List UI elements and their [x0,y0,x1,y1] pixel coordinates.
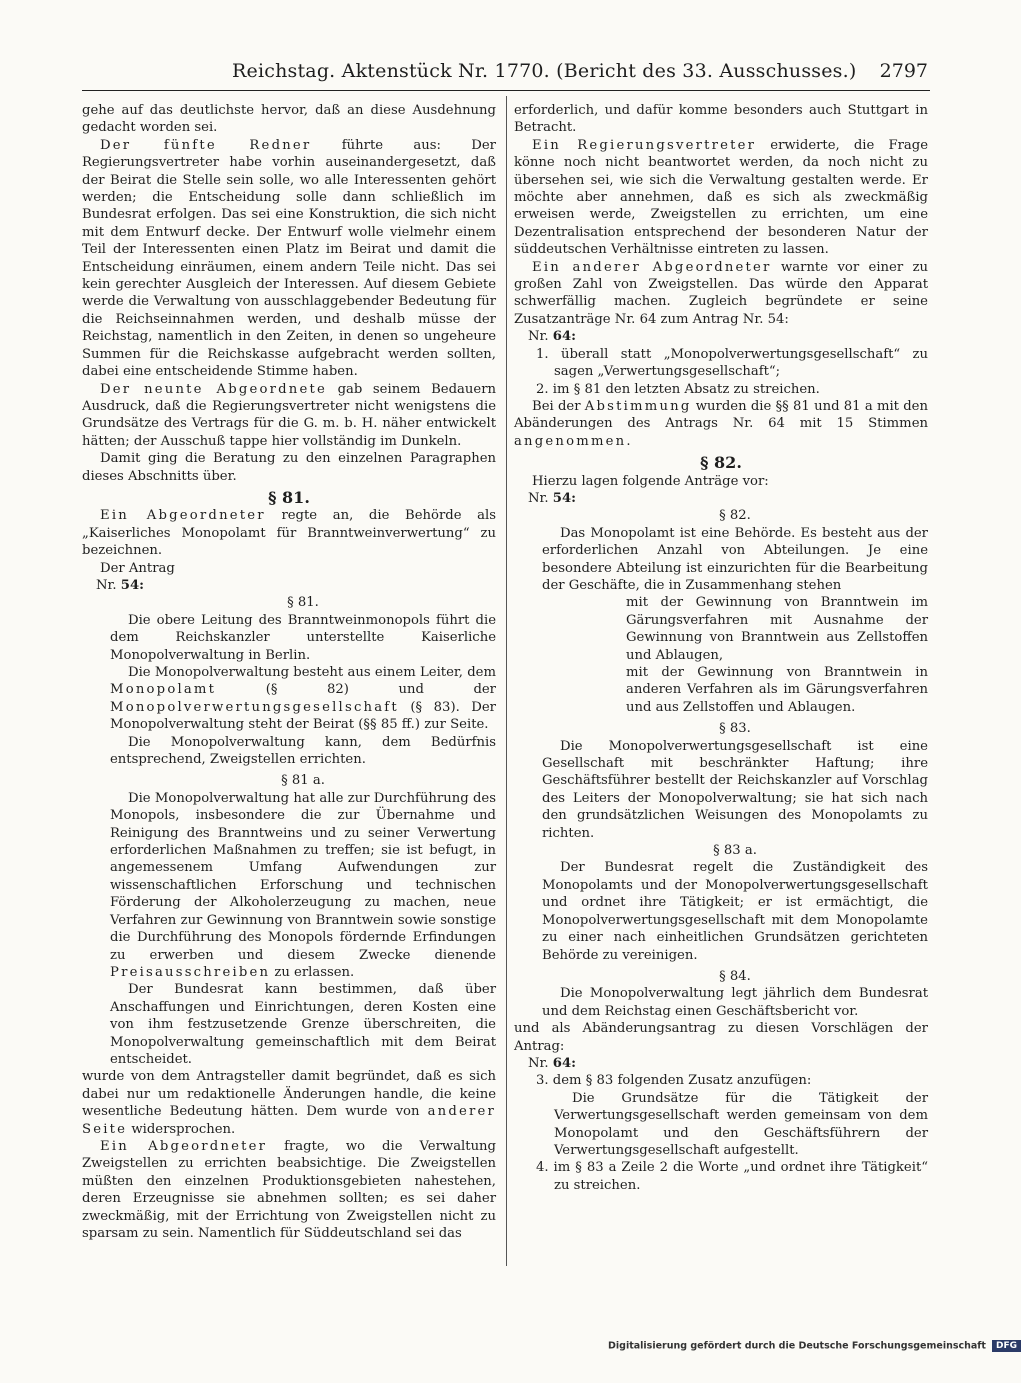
paragraph: erforderlich, und dafür komme besonders auch Stuttgart in Betracht. [514,103,928,136]
subsection-heading: § 82. [719,508,751,524]
section-heading: § 81. [268,487,310,507]
running-title: Reichstag. Aktenstück Nr. 1770. (Bericht des 33. Ausschusses.) [232,60,857,82]
motion-number: Nr. 64: [528,1055,577,1071]
digitization-credit: Digitalisierung gefördert durch die Deutsche Forschungsgemeinschaft DFG [608,1340,1021,1352]
paragraph: Hierzu lagen folgende Anträge vor: [532,473,769,489]
paragraph: Die Monopolverwaltung legt jährlich dem Bundesrat und dem Reichstag einen Geschäftsbericht vor. [542,986,928,1019]
section-heading: § 82. [700,453,742,473]
left-column [82,102,496,1242]
motion-number: Nr. 64: [528,329,577,345]
paragraph: Ein Abgeordneter regte an, die Behörde als „Kaiserliches Monopolamt für Branntweinverwertung“ zu bezeichnen. [82,508,497,559]
paragraph: Der Antrag [100,560,175,576]
list-item: 2. im § 81 den letzten Absatz zu streichen. [536,381,820,397]
speaker-emphasis: Ein anderer Abgeordneter [532,259,772,275]
subsection-heading: § 83. [719,721,751,737]
paragraph: mit der Gewinnung von Branntwein im Gärungsverfahren mit Ausnahme der Gewinnung von Branntwein aus Zellstoffen und Ablaugen, [626,595,928,663]
motion-items [514,346,928,398]
paragraph: Das Monopolamt ist eine Behörde. Es besteht aus der erforderlichen Anzahl von Abteilungen. Je eine besondere Abteilung ist einzurichten für die Bearbeitung der Geschäfte, die in Zusammenhang stehen [542,525,928,593]
paragraph: Der fünfte Redner führte aus: Der Regierungsvertreter habe vorhin auseinandergesetzt, daß der Beirat die Stelle sein solle, wo alle Interessenten gehört werden; die Entscheidung solle dann schließlich im Bundesrat erfolgen. Das sei eine Konstruktion, die sich nicht mit dem Entwurf decke. Der Entwurf wolle vielmehr einem Teil der Interessenten einen Platz im Beirat und damit die Entscheidung einräumen, einem andern Teile nicht. Das sei kein gerechter Ausgleich der Interessen. Auf diesem Gebiete werde die Verwaltung von ausschlaggebender Bedeutung für die Reichseinnahmen werden, und deshalb müsse der Reichstag, namentlich in den Zeiten, in denen so ungeheure Summen für die Reichskasse aufgebracht werden sollten, dabei eine entscheidende Stimme haben. [82,137,496,380]
list-item: 3. dem § 83 folgenden Zusatz anzufügen: [536,1073,812,1089]
list-item: 1. überall statt „Monopolverwertungsgesellschaft“ zu sagen „Verwertungsgesellschaft“; [536,346,928,380]
paragraph: Ein Abgeordneter fragte, wo die Verwaltung Zweigstellen zu errichten beabsichtige. Die Zweigstellen müßten den einzelnen Produktionsgebieten nahestehen, deren Erzeugnisse sie abnehmen sollten; es sei daher zweckmäßig, mit der Errichtung von Zweigstellen nicht zu sparsam zu sein. Namentlich für Süddeutschland sei das [82,1138,496,1241]
speaker-emphasis: Ein Abgeordneter [100,508,266,524]
paragraph: Der Bundesrat kann bestimmen, daß über Anschaffungen und Einrichtungen, deren Kosten eine von ihm festzusetzende Grenze überschreiten, die Monopolverwaltung gemeinschaftlich mit dem Beirat entscheidet. [110,982,496,1067]
quoted-motion [514,507,928,1020]
list-item: 4. im § 83 a Zeile 2 die Worte „und ordnet ihre Tätigkeit“ zu streichen. [536,1160,928,1193]
paragraph: Die obere Leitung des Branntweinmonopols führt die dem Reichskanzler unterstellte Kaiserliche Monopolverwaltung in Berlin. [110,612,496,663]
column-divider [506,96,507,1266]
subsection-heading: § 83 a. [713,843,757,859]
right-column [514,102,928,1194]
paragraph: Die Monopolverwaltung hat alle zur Durchführung des Monopols, insbesondere die zur Übernahme und Reinigung des Branntweins und zu seiner Verwertung erforderlichen Maßnahmen zu treffen; sie ist befugt, in angemessenem Umfang Aufwendungen zur wissenschaftlichen Erforschung und technischen Förderung der Alkoholerzeugung zu machen, neue Verfahren zur Gewinnung von Branntwein sowie sonstige die Durchführung des Monopols fördernde Erfindungen zu erwerben und diesem Zwecke dienende Preisausschreiben zu erlassen. [110,790,496,980]
page-header [82,56,930,91]
motion-number: Nr. 54: [528,490,577,506]
motion-number: Nr. 54: [96,577,145,593]
page-number: 2797 [879,60,928,82]
paragraph: mit der Gewinnung von Branntwein in anderen Verfahren als im Gärungsverfahren und aus Zellstoffen und Ablaugen. [626,665,928,715]
paragraph: Die Monopolverwertungsgesellschaft ist eine Gesellschaft mit beschränkter Haftung; ihre Geschäftsführer bestellt der Reichskanzler auf Vorschlag des Leiters der Monopolverwaltung; sie hat sich nach den grundsätzlichen Weisungen des Monopolamts zu richten. [542,738,928,841]
paragraph: Die Monopolverwaltung besteht aus einem Leiter, dem Monopolamt (§ 82) und der Monopolverwertungsgesellschaft (§ 83). Der Monopolverwaltung steht der Beirat (§§ 85 ff.) zur Seite. [110,665,496,733]
speaker-emphasis: Ein Regierungsvertreter [532,137,757,153]
paragraph: Ein anderer Abgeordneter warnte vor einer zu großen Zahl von Zweigstellen. Das würde den Apparat schwerfällig machen. Zugleich begründete er seine Zusatzanträge Nr. 64 zum Antrag Nr. 54: [514,259,929,327]
paragraph: Ein Regierungsvertreter erwiderte, die Frage könne noch nicht beantwortet werden, da noch nicht zu übersehen sei, wie sich die Verwaltung gestalten werde. Er möchte aber annehmen, daß es sich als zweckmäßig erweisen werde, Zweigstellen zu errichten, um eine Dezentralisation entsprechend der besonderen Natur der süddeutschen Verhältnisse eintreten zu lassen. [514,137,929,258]
motion-items [514,1072,928,1194]
speaker-emphasis: Der fünfte Redner [100,137,312,153]
speaker-emphasis: Der neunte Abgeordnete [100,381,327,397]
paragraph: wurde von dem Antragsteller damit begründet, daß es sich dabei nur um redaktionelle Änderungen handle, die keine wesentliche Bedeutung hätten. Dem wurde von anderer Seite widersprochen. [82,1069,496,1137]
paragraph: und als Abänderungsantrag zu diesen Vorschlägen der Antrag: [514,1021,928,1054]
speaker-emphasis: Ein Abgeordneter [100,1138,268,1154]
paragraph: Damit ging die Beratung zu den einzelnen Paragraphen dieses Abschnitts über. [82,451,496,484]
paragraph: Bei der Abstimmung wurden die §§ 81 und 81 a mit den Abänderungen des Antrags Nr. 64 mit 15 Stimmen angenommen. [514,398,928,449]
subsection-heading: § 81 a. [281,773,325,789]
paragraph: Der Bundesrat regelt die Zuständigkeit des Monopolamts und der Monopolverwertungsgesellschaft und ordnet ihre Tätigkeit; er ist ermächtigt, die Monopolverwertungsgesellschaft mit dem Monopolamte zu einer nach einheitlichen Grundsätzen gerichteten Behörde zu vereinigen. [542,860,928,963]
quoted-motion [82,594,496,1068]
subsection-heading: § 84. [719,968,751,984]
quoted-addition: Die Grundsätze für die Tätigkeit der Verwertungsgesellschaft werden gemeinsam von dem Monopolamt und den Geschäftsführern der Verwertungsgesellschaft aufgestellt. [554,1090,928,1158]
subsection-heading: § 81. [287,595,319,611]
paragraph: Der neunte Abgeordnete gab seinem Bedauern Ausdruck, daß die Regierungsvertreter nicht wenigstens die Grundsätze des Vertrags für die G. m. b. H. näher entwickelt hätten; der Ausschuß tappe hier vollständig im Dunkeln. [82,381,496,449]
paragraph: Die Monopolverwaltung kann, dem Bedürfnis entsprechend, Zweigstellen errichten. [110,734,496,768]
dfg-logo: DFG [992,1340,1021,1352]
paragraph: gehe auf das deutlichste hervor, daß an diese Ausdehnung gedacht worden sei. [82,103,496,136]
